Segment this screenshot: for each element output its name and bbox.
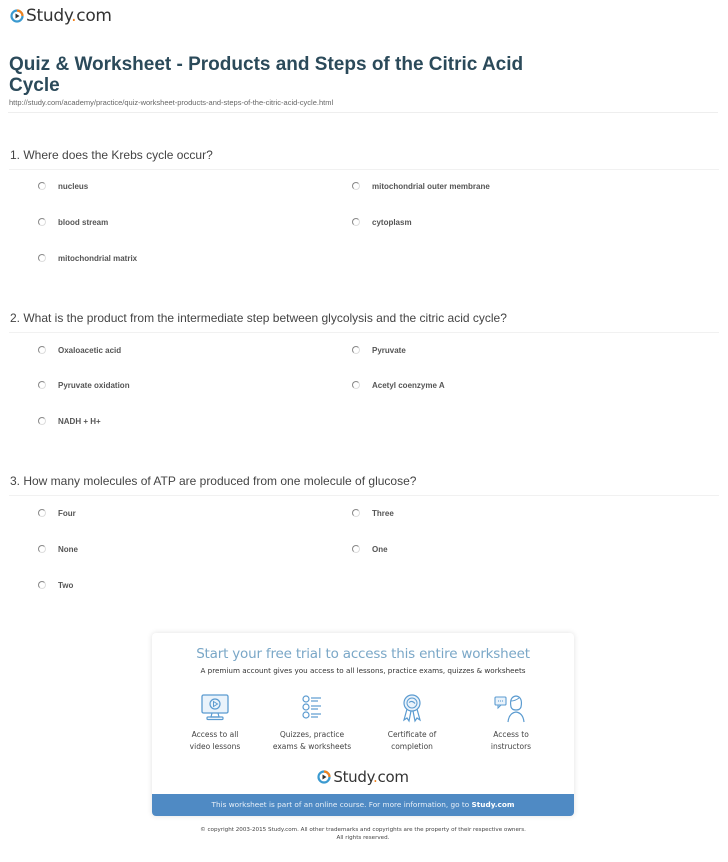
radio-button[interactable] xyxy=(38,581,46,589)
certificate-ribbon-icon xyxy=(396,693,428,723)
card-study-logo[interactable] xyxy=(152,768,574,786)
instructor-chat-icon xyxy=(493,693,529,723)
answer-option[interactable]: mitochondrial outer membrane xyxy=(352,179,490,193)
answer-option[interactable]: Pyruvate xyxy=(352,343,406,357)
answer-option[interactable]: Three xyxy=(352,506,394,520)
answer-option[interactable]: NADH + H+ xyxy=(38,414,101,428)
radio-button[interactable] xyxy=(38,254,46,262)
play-logo-icon xyxy=(10,9,24,23)
question-text: 1. Where does the Krebs cycle occur? xyxy=(10,148,213,162)
radio-button[interactable] xyxy=(38,381,46,389)
question-3 xyxy=(9,473,719,606)
radio-button[interactable] xyxy=(38,346,46,354)
answer-option[interactable]: nucleus xyxy=(38,179,88,193)
page-url[interactable]: http://study.com/academy/practice/quiz-worksheet-products-and-steps-of-the-citric-acid-cycle.html xyxy=(9,98,334,107)
logo-wordmark: Study.com xyxy=(333,768,409,786)
divider xyxy=(8,112,718,113)
answer-option[interactable]: Pyruvate oxidation xyxy=(38,378,130,392)
answer-option[interactable]: mitochondrial matrix xyxy=(38,251,137,265)
question-2 xyxy=(9,310,719,443)
feature-list xyxy=(152,693,574,761)
radio-button[interactable] xyxy=(38,417,46,425)
radio-button[interactable] xyxy=(352,218,360,226)
free-trial-card[interactable] xyxy=(152,633,574,816)
answer-option[interactable]: One xyxy=(352,542,388,556)
logo-wordmark: Study.com xyxy=(26,6,112,26)
answer-option[interactable]: Acetyl coenzyme A xyxy=(352,378,445,392)
radio-button[interactable] xyxy=(38,182,46,190)
answer-option[interactable]: Oxaloacetic acid xyxy=(38,343,121,357)
copyright-notice: © copyright 2003-2015 Study.com. All other trademarks and copyrights are the property of their respective owners. All rights reserved. xyxy=(200,827,526,841)
quiz-list-icon xyxy=(296,693,328,723)
answer-option[interactable]: None xyxy=(38,542,78,556)
radio-button[interactable] xyxy=(38,545,46,553)
course-info-banner[interactable]: This worksheet is part of an online course. For more information, go to Study.com xyxy=(152,794,574,816)
video-monitor-icon xyxy=(199,693,231,723)
radio-button[interactable] xyxy=(38,509,46,517)
page-title: Quiz & Worksheet - Products and Steps of the Citric Acid Cycle xyxy=(9,54,524,96)
feature-certificate: Certificate of completion xyxy=(362,693,462,753)
radio-button[interactable] xyxy=(352,182,360,190)
question-text: 2. What is the product from the intermediate step between glycolysis and the citric acid cycle? xyxy=(10,311,507,325)
radio-button[interactable] xyxy=(352,545,360,553)
study-link[interactable]: Study.com xyxy=(471,800,515,809)
study-logo[interactable] xyxy=(10,6,112,26)
promo-title: Start your free trial to access this entire worksheet xyxy=(196,646,530,662)
radio-button[interactable] xyxy=(352,381,360,389)
radio-button[interactable] xyxy=(38,218,46,226)
question-1 xyxy=(9,147,719,280)
play-logo-icon xyxy=(317,770,331,784)
radio-button[interactable] xyxy=(352,346,360,354)
feature-instructors: Access to instructors xyxy=(461,693,561,753)
feature-video-lessons: Access to all video lessons xyxy=(165,693,265,753)
answer-option[interactable]: Two xyxy=(38,578,73,592)
radio-button[interactable] xyxy=(352,509,360,517)
answer-option[interactable]: blood stream xyxy=(38,215,108,229)
answer-option[interactable]: Four xyxy=(38,506,76,520)
feature-quizzes: Quizzes, practice exams & worksheets xyxy=(262,693,362,753)
question-text: 3. How many molecules of ATP are produced from one molecule of glucose? xyxy=(10,474,417,488)
answer-option[interactable]: cytoplasm xyxy=(352,215,412,229)
promo-subtitle: A premium account gives you access to all lessons, practice exams, quizzes & worksheets xyxy=(200,666,526,675)
